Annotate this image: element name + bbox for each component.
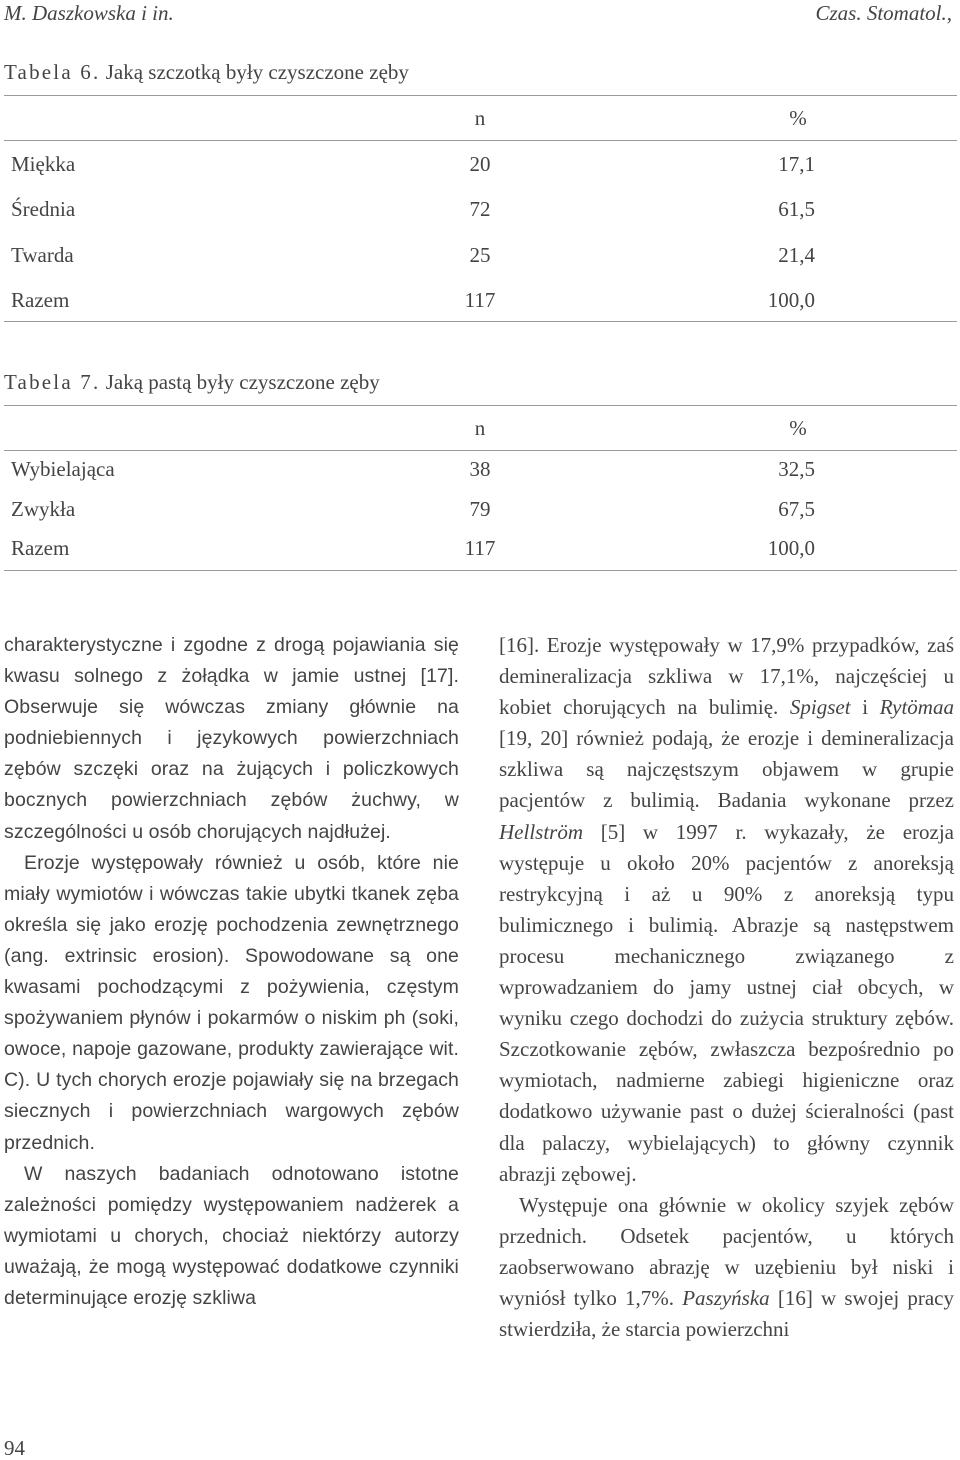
row-n: 79 [469, 497, 491, 521]
row-n: 20 [469, 152, 491, 176]
table6-top-rule [4, 95, 957, 96]
row-label: Średnia [11, 197, 76, 221]
table6-title: Jaką szczotką były czyszczone zęby [105, 60, 409, 84]
table7-title: Jaką pastą były czyszczone zęby [105, 370, 380, 394]
author-name: Spigset [789, 695, 851, 720]
row-percent: 100,0 [767, 288, 815, 312]
row-n: 25 [469, 243, 491, 267]
table6-header-percent: % [789, 106, 807, 130]
row-percent: 100,0 [767, 536, 815, 560]
table6-bottom-rule [4, 321, 957, 322]
table7-header-n: n [474, 416, 486, 440]
body-paragraph [499, 630, 954, 1190]
right-column-text [499, 630, 954, 1345]
table7-bottom-rule [4, 570, 957, 571]
table6-header-row [0, 105, 960, 131]
row-label: Razem [11, 536, 70, 560]
row-percent: 21,4 [778, 243, 815, 267]
table7-label: Tabela 7. [4, 370, 101, 394]
table7-header-rule [4, 450, 957, 451]
row-label: Miękka [11, 152, 76, 176]
table-row [0, 456, 960, 482]
table-row [0, 196, 960, 222]
row-label: Razem [11, 288, 70, 312]
text-run: Występuje ona głównie w okolicy szyjek zębów przednich. Odsetek pacjentów, u których zaobserwowano abrazję w uzębieniu był niski i wyniósł tylko 1,7%. [499, 1192, 954, 1310]
row-percent: 17,1 [778, 152, 815, 176]
body-paragraph: W naszych badaniach odnotowano istotne zależności pomiędzy występowaniem nadżerek a wymiotami u chorych, chociaż niektórzy autorzy uważają, że mogą występować dodatkowe czynniki determinujące erozję szkliwa [4, 1162, 459, 1309]
table-row [0, 535, 960, 561]
table6-label: Tabela 6. [4, 60, 101, 84]
body-paragraph: charakterystyczne i zgodne z drogą pojawiania się kwasu solnego z żołądka w jamie ustnej [17]. Obserwuje się wówczas zmiany głównie na podniebiennych i językowych powierzchniach zębów szczęki oraz na żujących i policzkowych bocznych powierzchniach zębów żuchwy, w szczególności u osób chorujących najdłużej. [4, 634, 459, 843]
table7-header-percent: % [789, 416, 807, 440]
table7-caption [4, 369, 380, 395]
row-n: 117 [464, 288, 496, 312]
page-number: 94 [4, 1436, 25, 1460]
table7-header-row [0, 415, 960, 441]
row-label: Zwykła [11, 497, 76, 521]
table-row [0, 151, 960, 177]
table6-header-rule [4, 140, 957, 141]
table7-top-rule [4, 405, 957, 406]
row-label: Wybielająca [11, 457, 115, 481]
row-label: Twarda [11, 243, 74, 267]
left-column-text [4, 630, 459, 1314]
running-header-authors: M. Daszkowska i in. [4, 1, 174, 25]
row-n: 117 [464, 536, 496, 560]
running-header-journal: Czas. Stomatol., [815, 1, 952, 25]
author-name: Paszyńska [682, 1285, 770, 1310]
text-run: i [850, 695, 880, 720]
body-paragraph: Erozje występowały również u osób, które nie miały wymiotów i wówczas takie ubytki tkanek zęba określa się jako erozję pochodzenia zewnętrznego (ang. extrinsic erosion). Spowodowane są one kwasami pochodzącymi z pożywienia, częstym spożywaniem płynów i pokarmów o niskim ph (soki, owoce, napoje gazowane, produkty zawierające wit. C). U tych chorych erozje pojawiały się na brzegach siecznych i powierzchniach wargowych zębów przednich. [4, 851, 459, 1154]
row-percent: 32,5 [778, 457, 815, 481]
table-row [0, 287, 960, 313]
table-row [0, 242, 960, 268]
text-run: [19, 20] również podają, że erozje i demineralizacja szkliwa są najczęstszym objawem w grupie pacjentów z bulimią. Badania wykonane przez [499, 726, 954, 813]
row-n: 38 [469, 457, 491, 481]
table6-header-n: n [474, 106, 486, 130]
text-run: [16]. Erozje występowały w 17,9% przypadków, zaś demineralizacja szkliwa w 17,1%, najczęściej u kobiet chorujących na bulimię. [499, 633, 954, 720]
row-percent: 61,5 [778, 197, 815, 221]
body-paragraph [499, 1190, 954, 1345]
row-percent: 67,5 [778, 497, 815, 521]
author-name: Rytömaa [879, 695, 954, 720]
row-n: 72 [469, 197, 491, 221]
text-run: [5] w 1997 r. wykazały, że erozja występuje u około 20% pacjentów z anoreksją restrykcyjną i aż u 90% z anoreksją typu bulimicznego i bulimią. Abrazje są następstwem procesu mechanicznego związanego z wprowadzaniem do jamy ustnej ciał obcych, w wyniku czego dochodzi do zużycia struktury zębów. Szczotkowanie zębów, zwłaszcza bezpośrednio po wymiotach, nadmierne zabiegi higieniczne oraz dodatkowo używanie past o dużej ścieralności (past dla palaczy, wybielających) to główny czynnik abrazji zębowej. [499, 819, 954, 1186]
author-name: Hellström [499, 819, 583, 844]
table-row [0, 496, 960, 522]
text-run: [16] w swojej pracy stwierdziła, że starcia powierzchni [499, 1285, 954, 1342]
table6-caption [4, 59, 409, 85]
